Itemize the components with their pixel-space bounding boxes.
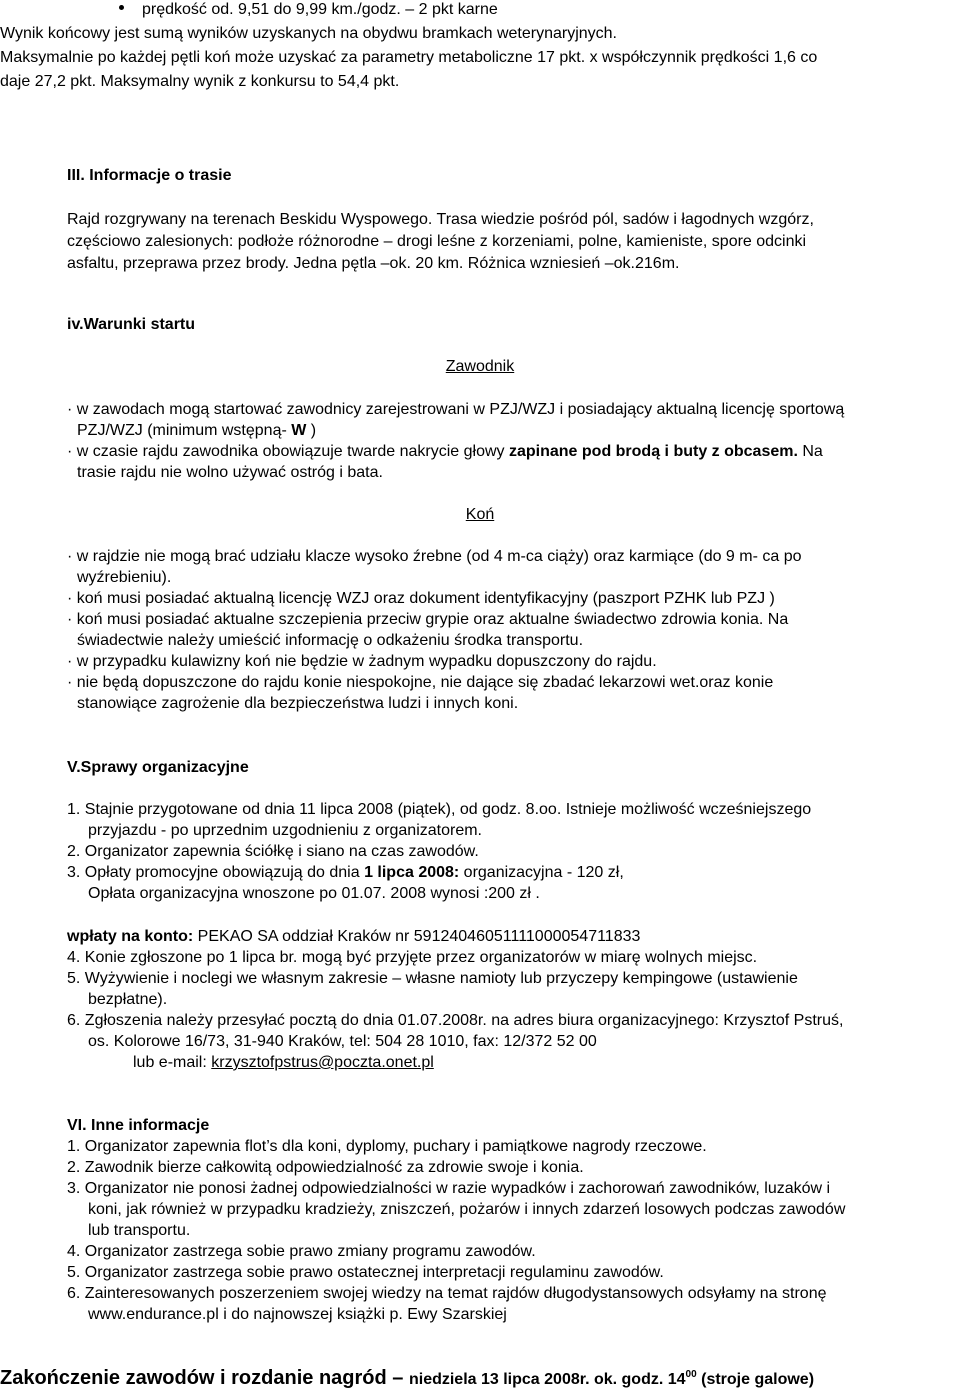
horse-rule-3: · koń musi posiadać aktualne szczepienia przeciw grypie oraz aktualne świadectwo zdrowia konia. Na <box>67 611 789 628</box>
info-item-2: 2. Zawodnik bierze całkowitą odpowiedzialność za zdrowie swoje i konia. <box>67 1159 584 1176</box>
result-paragraph: Wynik końcowy jest sumą wyników uzyskanych na obydwu bramkach weterynaryjnych. <box>0 25 617 42</box>
section-5-heading: V.Sprawy organizacyjne <box>67 759 249 776</box>
org-item-1b: przyjazdu - po uprzednim uzgodnieniu z organizatorem. <box>88 822 482 839</box>
rider-rule-1: · w zawodach mogą startować zawodnicy zarejestrowani w PZJ/WZJ i posiadający aktualną licencję sportową <box>67 401 845 418</box>
org-item-5: 5. Wyżywienie i noclegi we własnym zakresie – własne namioty lub przyczepy kempingowe (ustawienie <box>67 970 798 987</box>
closing-ceremony: Zakończenie zawodów i rozdanie nagród – niedziela 13 lipca 2008r. ok. godz. $14^{00}$ (stroje galowe) <box>0 1367 815 1389</box>
horse-rule-1b: wyźrebieniu). <box>77 569 172 586</box>
info-item-4: 4. Organizator zastrzega sobie prawo zmiany programu zawodów. <box>67 1243 536 1260</box>
info-item-3c: lub transportu. <box>88 1222 191 1239</box>
horse-rule-1: · w rajdzie nie mogą brać udziału klacze wysoko źrebne (od 4 m-ca ciąży) oraz karmiące (do 9 m- ca po <box>67 548 802 565</box>
org-item-5b: bezpłatne). <box>88 991 168 1008</box>
email-line: lub e-mail: krzysztofpstrus@poczta.onet.pl <box>133 1054 434 1071</box>
info-item-1: 1. Organizator zapewnia flot’s dla koni, dyplomy, puchary i pamiątkowe nagrody rzeczowe. <box>67 1138 707 1155</box>
metabolic-paragraph-2: daje 27,2 pkt. Maksymalny wynik z konkursu to 54,4 pkt. <box>0 73 400 90</box>
horse-subheading: Koń <box>465 506 495 523</box>
info-item-3: 3. Organizator nie ponosi żadnej odpowiedzialności w razie wypadków i zachorowań zawodników, luzaków i <box>67 1180 831 1197</box>
org-item-3: 3. Opłaty promocyjne obowiązują do dnia 1 lipca 2008: organizacyjna - 120 zł, <box>67 864 624 881</box>
section-6-heading: VI. Inne informacje <box>67 1117 210 1134</box>
org-item-1: 1. Stajnie przygotowane od dnia 11 lipca 2008 (piątek), od godz. 8.oo. Istnieje możliwość wcześniejszego <box>67 801 812 818</box>
info-item-3b: koni, jak również w przypadku kradzieży, zniszczeń, pożarów i innych zdarzeń losowych podczas zawodów <box>88 1201 846 1218</box>
section-4-heading: iv.Warunki startu <box>67 316 196 333</box>
info-item-5: 5. Organizator zastrzega sobie prawo ostatecznej interpretacji regulaminu zawodów. <box>67 1264 664 1281</box>
rider-rule-1b: PZJ/WZJ (minimum wstępną- W ) <box>77 422 317 439</box>
org-item-6: 6. Zgłoszenia należy przesyłać pocztą do dnia 01.07.2008r. na adres biura organizacyjnego: Krzysztof Pstruś, <box>67 1012 844 1029</box>
metabolic-paragraph-1: Maksymalnie po każdej pętli koń może uzyskać za parametry metaboliczne 17 pkt. x współczynnik prędkości 1,6 co <box>0 49 818 66</box>
info-item-6b: www.endurance.pl i do najnowszej książki p. Ewy Szarskiej <box>88 1306 507 1323</box>
rider-subheading: Zawodnik <box>445 358 515 375</box>
rider-rule-2b: trasie rajdu nie wolno używać ostróg i bata. <box>77 464 383 481</box>
section-3-heading: III. Informacje o trasie <box>67 167 232 184</box>
info-item-6: 6. Zainteresowanych poszerzeniem swojej wiedzy na temat rajdów długodystansowych odsyłamy na stronę <box>67 1285 827 1302</box>
horse-rule-4: · w przypadku kulawizny koń nie będzie w żadnym wypadku dopuszczony do rajdu. <box>67 653 657 670</box>
route-line-3: asfaltu, przeprawa przez brody. Jedna pętla –ok. 20 km. Różnica wzniesień –ok.216m. <box>67 255 680 272</box>
org-item-4: 4. Konie zgłoszone po 1 lipca br. mogą być przyjęte przez organizatorów w miarę wolnych miejsc. <box>67 949 758 966</box>
bank-account: wpłaty na konto: PEKAO SA oddział Kraków nr 59124046051111000054711833 <box>67 928 641 945</box>
route-line-1: Rajd rozgrywany na terenach Beskidu Wyspowego. Trasa wiedzie pośród pól, sadów i łagodnych wzgórz, <box>67 211 814 228</box>
org-item-6b: os. Kolorowe 16/73, 31-940 Kraków, tel: 504 28 1010, fax: 12/372 52 00 <box>88 1033 597 1050</box>
horse-rule-5: · nie będą dopuszczone do rajdu konie niespokojne, nie dające się zbadać lekarzowi wet.oraz konie <box>67 674 774 691</box>
org-item-3b: Opłata organizacyjna wnoszone po 01.07. 2008 wynosi :200 zł . <box>88 885 540 902</box>
speed-penalty-text: prędkość od. 9,51 do 9,99 km./godz. – 2 pkt karne <box>142 1 498 18</box>
org-item-2: 2. Organizator zapewnia ściółkę i siano na czas zawodów. <box>67 843 479 860</box>
route-line-2: częściowo zalesionych: podłoże różnorodne – drogi leśne z korzeniami, polne, kamieniste, spore odcinki <box>67 233 807 250</box>
horse-rule-3b: świadectwie należy umieścić informację o odkażeniu środka transportu. <box>77 632 584 649</box>
horse-rule-2: · koń musi posiadać aktualną licencję WZJ oraz dokument identyfikacyjny (paszport PZHK lub PZJ ) <box>67 590 775 607</box>
bullet-dot-icon <box>119 5 124 10</box>
rider-rule-2: · w czasie rajdu zawodnika obowiązuje twarde nakrycie głowy zapinane pod brodą i buty z obcasem. Na <box>67 443 823 460</box>
bullet-line <box>0 0 960 20</box>
email-link[interactable]: krzysztofpstrus@poczta.onet.pl <box>211 1054 434 1071</box>
horse-rule-5b: stanowiące zagrożenie dla bezpieczeństwa ludzi i innych koni. <box>77 695 519 712</box>
